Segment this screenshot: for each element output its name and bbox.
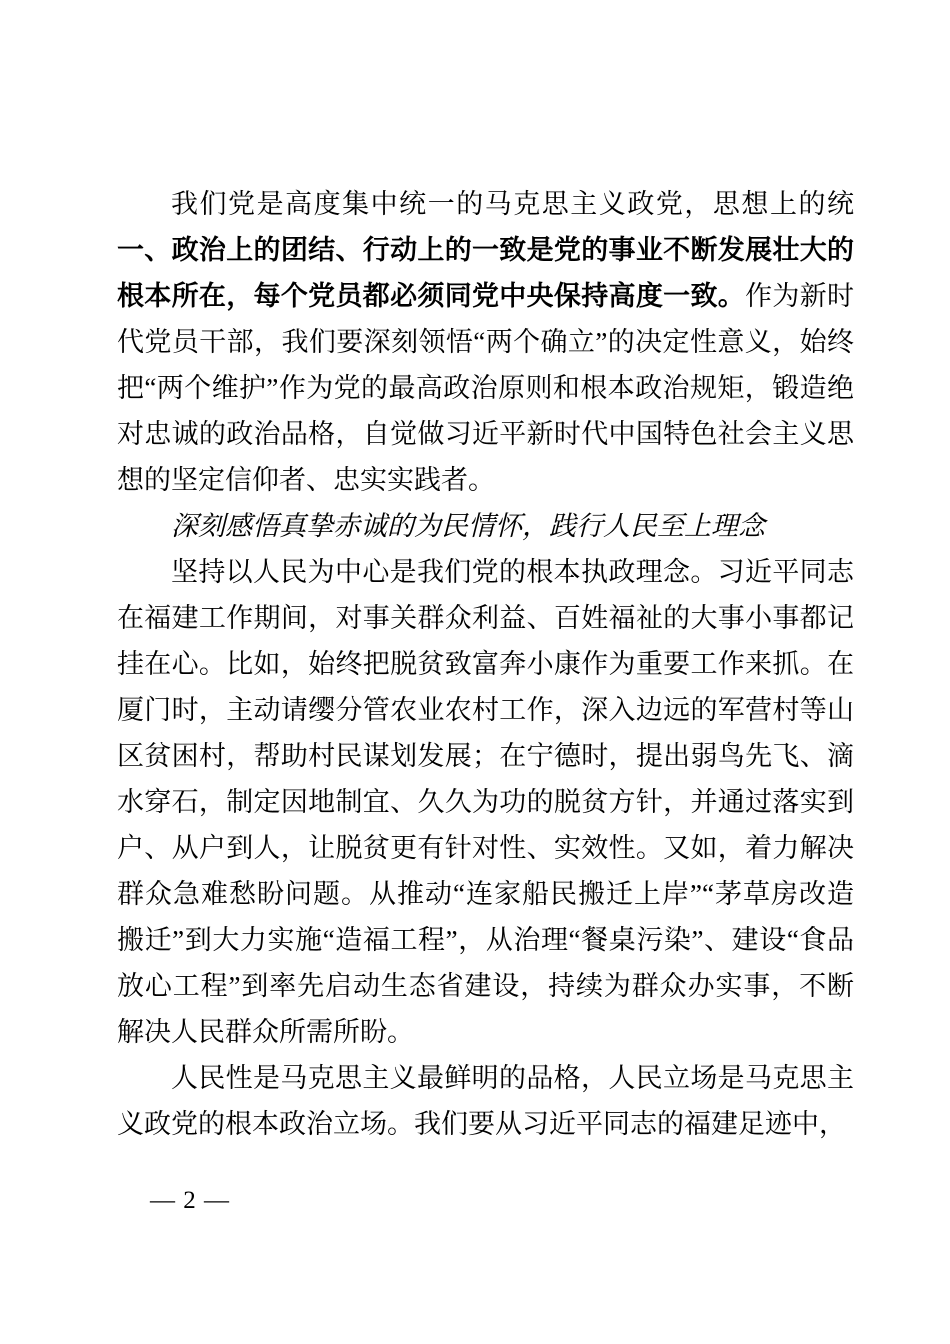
section-heading bbox=[117, 503, 854, 549]
paragraph bbox=[117, 181, 854, 503]
text-run: 深刻感悟真挚赤诚的为民情怀，践行人民至上理念 bbox=[171, 511, 765, 541]
paragraph bbox=[117, 549, 854, 1055]
text-run: 作为新时代党员干部，我们要深刻领悟“两个确立”的决定性意义，始终把“两个维护”作为党的最高政治原则和根本政治规矩，锻造绝对忠诚的政治品格，自觉做习近平新时代中国特色社会主义思想的坚定信仰者、忠实实践者。 bbox=[117, 281, 855, 495]
page-number: — 2 — bbox=[150, 1187, 230, 1214]
paragraph bbox=[117, 1055, 854, 1147]
text-run: 人民性是马克思主义最鲜明的品格，人民立场是马克思主义政党的根本政治立场。我们要从习近平同志的福建足迹中， bbox=[117, 1063, 854, 1139]
bold-text-run: 一、政治上的团结、行动上的一致是党的事业不断发展壮大的根本所在，每个党员都必须同党中央保持高度一致。 bbox=[117, 235, 854, 311]
text-run: 我们党是高度集中统一的马克思主义政党，思想上的统 bbox=[171, 189, 854, 219]
text-run: 坚持以人民为中心是我们党的根本执政理念。习近平同志在福建工作期间，对事关群众利益、百姓福祉的大事小事都记挂在心。比如，始终把脱贫致富奔小康作为重要工作来抓。在厦门时，主动请缨分管农业农村工作，深入边远的军营村等山区贫困村，帮助村民谋划发展；在宁德时，提出弱鸟先飞、滴水穿石，制定因地制宜、久久为功的脱贫方针，并通过落实到户、从户到人，让脱贫更有针对性、实效性。又如，着力解决群众急难愁盼问题。从推动“连家船民搬迁上岸”“茅草房改造搬迁”到大力实施“造福工程”，从治理“餐桌污染”、建设“食品放心工程”到率先启动生态省建设，持续为群众办实事，不断解决人民群众所需所盼。 bbox=[117, 557, 854, 1047]
document-body bbox=[117, 181, 854, 1147]
